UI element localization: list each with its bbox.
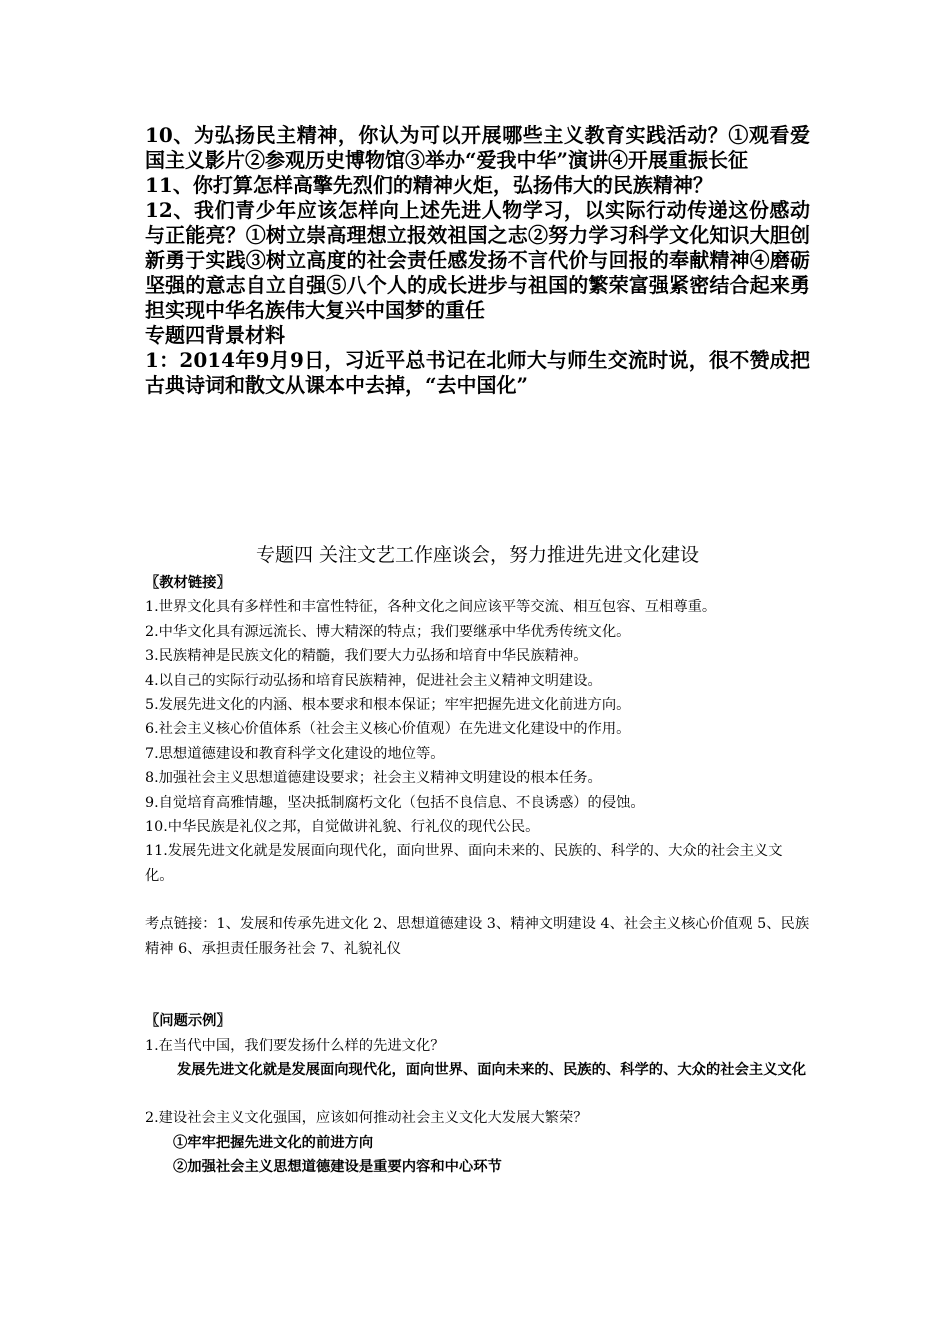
spacer: [145, 985, 810, 1009]
textbook-item: 11.发展先进文化就是发展面向现代化，面向世界、面向未来的、民族的、科学的、大众的社会主义文化。: [145, 843, 783, 884]
examples-heading: 〖问题示例〗: [145, 1013, 231, 1030]
example-answer-2-2: ②加强社会主义思想道德建设是重要内容和中心环节: [173, 1159, 502, 1176]
textbook-item: 9.自觉培育高雅情趣，坚决抵制腐朽文化（包括不良信息、不良诱惑）的侵蚀。: [145, 794, 645, 811]
question-11: 11、你打算怎样高擎先烈们的精神火炬，弘扬伟大的民族精神？: [145, 173, 713, 197]
textbook-item: 3.民族精神是民族文化的精髓，我们要大力弘扬和培育中华民族精神。: [145, 648, 588, 665]
exam-points: 考点链接：1、发展和传承先进文化 2、思想道德建设 3、精神文明建设 4、社会主义核心价值观 5、民族精神 6、承担责任服务社会 7、礼貌礼仪: [145, 916, 810, 957]
example-answer-1: 发展先进文化就是发展面向现代化，面向世界、面向未来的、民族的、科学的、大众的社会主义文化: [177, 1061, 807, 1078]
example-answer-2-1: ①牢牢把握先进文化的前进方向: [173, 1134, 374, 1151]
textbook-heading: 〖教材链接〗: [145, 575, 231, 591]
spacer: [145, 961, 810, 985]
textbook-item: 4.以自己的实际行动弘扬和培育民族精神，促进社会主义精神文明建设。: [145, 672, 602, 689]
question-12: 12、我们青少年应该怎样向上述先进人物学习，以实际行动传递这份感动与正能亮？①树立崇高理想立报效祖国之志②努力学习科学文化知识大胆创新勇于实践③树立高度的社会责任感发扬不言代价与回报的奉献精神④磨砺坚强的意志自立自强⑤八个人的成长进步与祖国的繁荣富强紧密结合起来勇担实现中华名族伟大复兴中国梦的重任: [145, 198, 810, 322]
background-item-1: 1：2014年9月9日，习近平总书记在北师大与师生交流时说，很不赞成把古典诗词和散文从课本中去掉，“去中国化”: [145, 348, 810, 397]
section-body: [145, 571, 810, 1180]
textbook-item: 1.世界文化具有多样性和丰富性特征，各种文化之间应该平等交流、相互包容、互相尊重。: [145, 599, 717, 616]
background-title: 专题四背景材料: [145, 323, 285, 347]
section-title: 专题四 关注文艺工作座谈会，努力推进先进文化建设: [255, 544, 700, 566]
textbook-item: 7.思想道德建设和教育科学文化建设的地位等。: [145, 745, 445, 762]
textbook-item: 2.中华文化具有源远流长、博大精深的特点；我们要继承中华优秀传统文化。: [145, 623, 631, 640]
example-question-2: 2.建设社会主义文化强国，应该如何推动社会主义文化大发展大繁荣？: [145, 1110, 588, 1127]
textbook-item: 10.中华民族是礼仪之邦，自觉做讲礼貌、行礼仪的现代公民。: [145, 819, 540, 836]
textbook-item: 8.加强社会主义思想道德建设要求；社会主义精神文明建设的根本任务。: [145, 770, 602, 787]
spacer: [145, 888, 810, 912]
question-10: 10、为弘扬民主精神，你认为可以开展哪些主义教育实践活动？①观看爱国主义影片②参观历史博物馆③举办“爱我中华”演讲④开展重振长征: [145, 123, 810, 172]
textbook-item: 5.发展先进文化的内涵、根本要求和根本保证；牢牢把握先进文化前进方向。: [145, 697, 631, 714]
textbook-item: 6.社会主义核心价值体系（社会主义核心价值观）在先进文化建设中的作用。: [145, 721, 631, 738]
example-question-1: 1.在当代中国，我们要发扬什么样的先进文化？: [145, 1037, 445, 1054]
spacer: [145, 1082, 810, 1106]
top-question-block: [145, 123, 810, 398]
